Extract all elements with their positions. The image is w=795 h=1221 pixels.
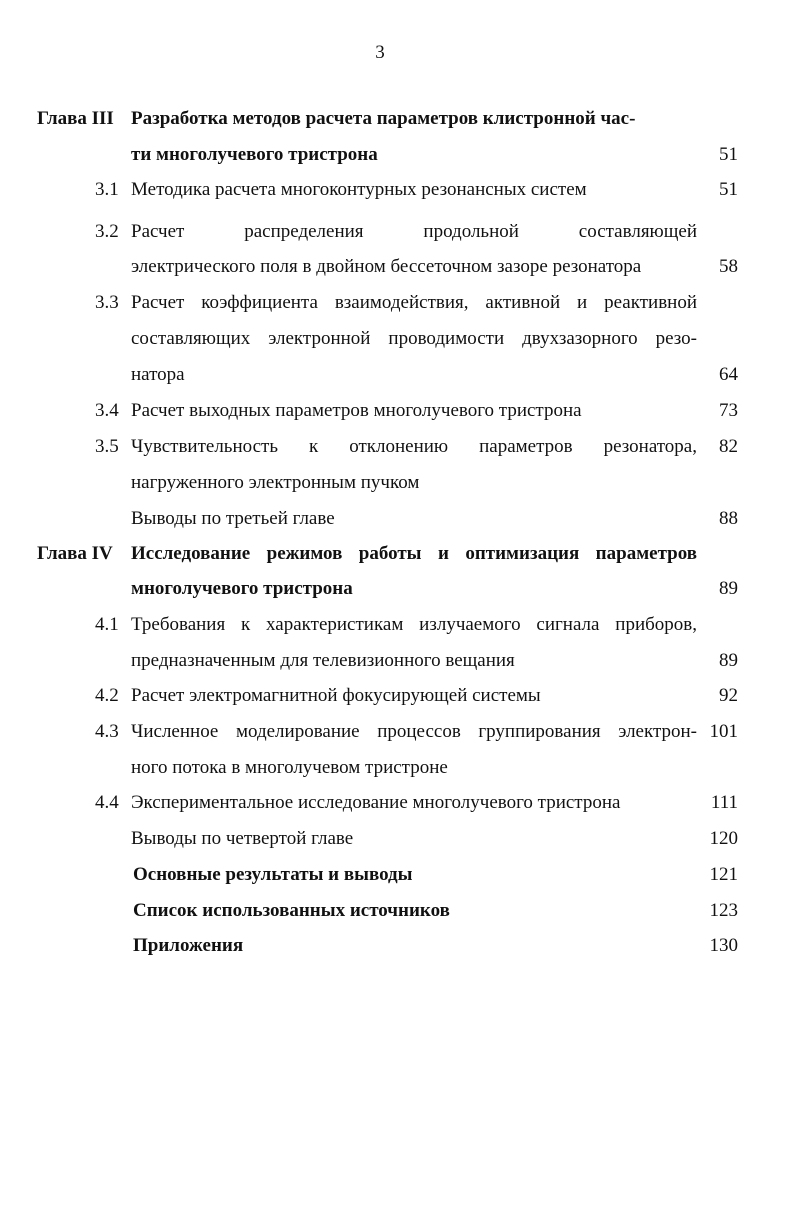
final-item-title: Список использованных источников	[133, 900, 450, 921]
section-title: Расчет распределения продольной составляющей	[131, 221, 697, 242]
section-title-cont: нагруженного электронным пучком	[131, 472, 420, 493]
section-number: 3.2	[95, 221, 119, 242]
final-item-page: 121	[709, 864, 738, 885]
final-item-title: Приложения	[133, 935, 244, 956]
chapter-3-label: Глава III	[37, 108, 114, 129]
section-title-cont: натора	[131, 364, 185, 385]
section-title-cont: предназначенным для телевизионного вещания	[131, 650, 515, 671]
section-title: Расчет коэффициента взаимодействия, активной и реактивной	[131, 292, 697, 313]
section-number: 4.3	[95, 721, 119, 742]
section-number: 4.2	[95, 685, 119, 706]
conclusion-title: Выводы по третьей главе	[131, 508, 335, 529]
conclusion-page: 120	[709, 828, 738, 849]
section-title: Расчет электромагнитной фокусирующей системы	[131, 685, 541, 706]
conclusion-page: 88	[719, 508, 738, 529]
section-number: 3.4	[95, 400, 119, 421]
chapter-3-title: Разработка методов расчета параметров клистронной час-	[131, 108, 636, 129]
section-page: 89	[719, 650, 738, 671]
section-number: 4.4	[95, 792, 119, 813]
section-title-cont: составляющих электронной проводимости двухзазорного резо-	[131, 328, 697, 349]
section-title: Требования к характеристикам излучаемого сигнала приборов,	[131, 614, 697, 635]
chapter-4-title: Исследование режимов работы и оптимизация параметров	[131, 543, 697, 564]
conclusion-title: Выводы по четвертой главе	[131, 828, 354, 849]
section-title-cont: ного потока в многолучевом тристроне	[131, 757, 448, 778]
section-title: Чувствительность к отклонению параметров резонатора,	[131, 436, 697, 457]
section-page: 58	[719, 256, 738, 277]
section-title: Численное моделирование процессов группирования электрон-	[131, 721, 697, 742]
section-title: Расчет выходных параметров многолучевого тристрона	[131, 400, 582, 421]
chapter-3-title-cont: ти многолучевого тристрона	[131, 144, 378, 165]
section-page: 111	[710, 792, 738, 813]
section-title-cont: электрического поля в двойном бессеточном зазоре резонатора	[131, 256, 642, 277]
section-number: 3.1	[95, 179, 119, 200]
page-number: 3	[375, 42, 385, 63]
chapter-4-page: 89	[719, 578, 738, 599]
section-title: Методика расчета многоконтурных резонансных систем	[131, 179, 587, 200]
chapter-3-page: 51	[719, 144, 738, 165]
chapter-4-title-cont: многолучевого тристрона	[131, 578, 353, 599]
section-page: 73	[719, 400, 738, 421]
section-number: 3.5	[95, 436, 119, 457]
final-item-title: Основные результаты и выводы	[133, 864, 413, 885]
section-title: Экспериментальное исследование многолучевого тристрона	[131, 792, 621, 813]
final-item-page: 123	[709, 900, 738, 921]
section-page: 51	[719, 179, 738, 200]
section-page: 92	[719, 685, 738, 706]
final-item-page: 130	[709, 935, 738, 956]
section-number: 4.1	[95, 614, 119, 635]
section-page: 101	[709, 721, 738, 742]
section-number: 3.3	[95, 292, 119, 313]
section-page: 64	[719, 364, 738, 385]
chapter-4-label: Глава IV	[37, 543, 113, 564]
section-page: 82	[719, 436, 738, 457]
